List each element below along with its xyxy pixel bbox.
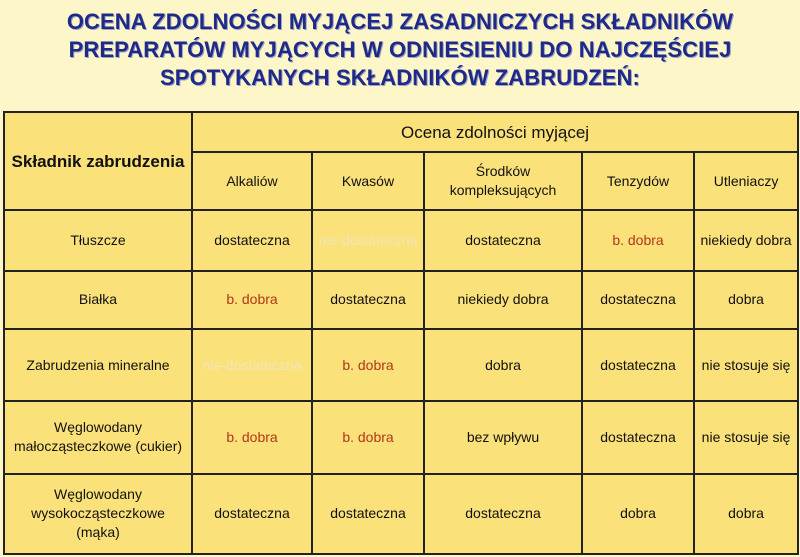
column-header: Tenzydów: [582, 152, 694, 210]
table-cell: dostateczna: [582, 271, 694, 329]
table-cell: dostateczna: [192, 474, 312, 554]
group-header: Ocena zdolności myjącej: [192, 112, 798, 152]
cleaning-ability-table: [3, 111, 799, 555]
table-cell: dostateczna: [582, 401, 694, 473]
table-cell: nie stosuje się: [694, 329, 798, 401]
table-cell: nie-dostateczna: [312, 210, 424, 270]
table-cell: b. dobra: [582, 210, 694, 270]
column-header: Utleniaczy: [694, 152, 798, 210]
table-cell: dobra: [694, 271, 798, 329]
table-row: [4, 474, 798, 554]
table-cell: dostateczna: [312, 474, 424, 554]
row-label: Białka: [4, 271, 192, 329]
row-label: Węglowodany małocząsteczkowe (cukier): [4, 401, 192, 473]
table-cell: dostateczna: [312, 271, 424, 329]
slide-title: [0, 8, 800, 92]
table-cell: b. dobra: [192, 401, 312, 473]
row-label: Zabrudzenia mineralne: [4, 329, 192, 401]
table-cell: niekiedy dobra: [424, 271, 582, 329]
table-cell: dobra: [424, 329, 582, 401]
table-cell: b. dobra: [312, 329, 424, 401]
title-line-3: SPOTYKANYCH SKŁADNIKÓW ZABRUDZEŃ:: [160, 65, 640, 90]
table-cell: niekiedy dobra: [694, 210, 798, 270]
row-label: Węglowodany wysokocząsteczkowe (mąka): [4, 474, 192, 554]
table-cell: dostateczna: [424, 210, 582, 270]
row-label: Tłuszcze: [4, 210, 192, 270]
table-cell: nie-dostateczna: [192, 329, 312, 401]
table-cell: b. dobra: [312, 401, 424, 473]
title-line-2: PREPARATÓW MYJĄCYCH W ODNIESIENIU DO NAJCZĘŚCIEJ: [68, 37, 732, 62]
table-cell: bez wpływu: [424, 401, 582, 473]
table-cell: dostateczna: [582, 329, 694, 401]
column-header: Alkaliów: [192, 152, 312, 210]
table-cell: dostateczna: [192, 210, 312, 270]
table-cell: dobra: [582, 474, 694, 554]
table-cell: dostateczna: [424, 474, 582, 554]
table-cell: nie stosuje się: [694, 401, 798, 473]
table-cell: dobra: [694, 474, 798, 554]
corner-header: Składnik zabrudzenia: [4, 112, 192, 210]
table-row: [4, 271, 798, 329]
table-row: [4, 329, 798, 401]
column-header: Kwasów: [312, 152, 424, 210]
column-header: Środków kompleksujących: [424, 152, 582, 210]
title-line-1: OCENA ZDOLNOŚCI MYJĄCEJ ZASADNICZYCH SKŁADNIKÓW: [66, 9, 734, 34]
table-row: [4, 210, 798, 270]
table-row: [4, 401, 798, 473]
table-cell: b. dobra: [192, 271, 312, 329]
